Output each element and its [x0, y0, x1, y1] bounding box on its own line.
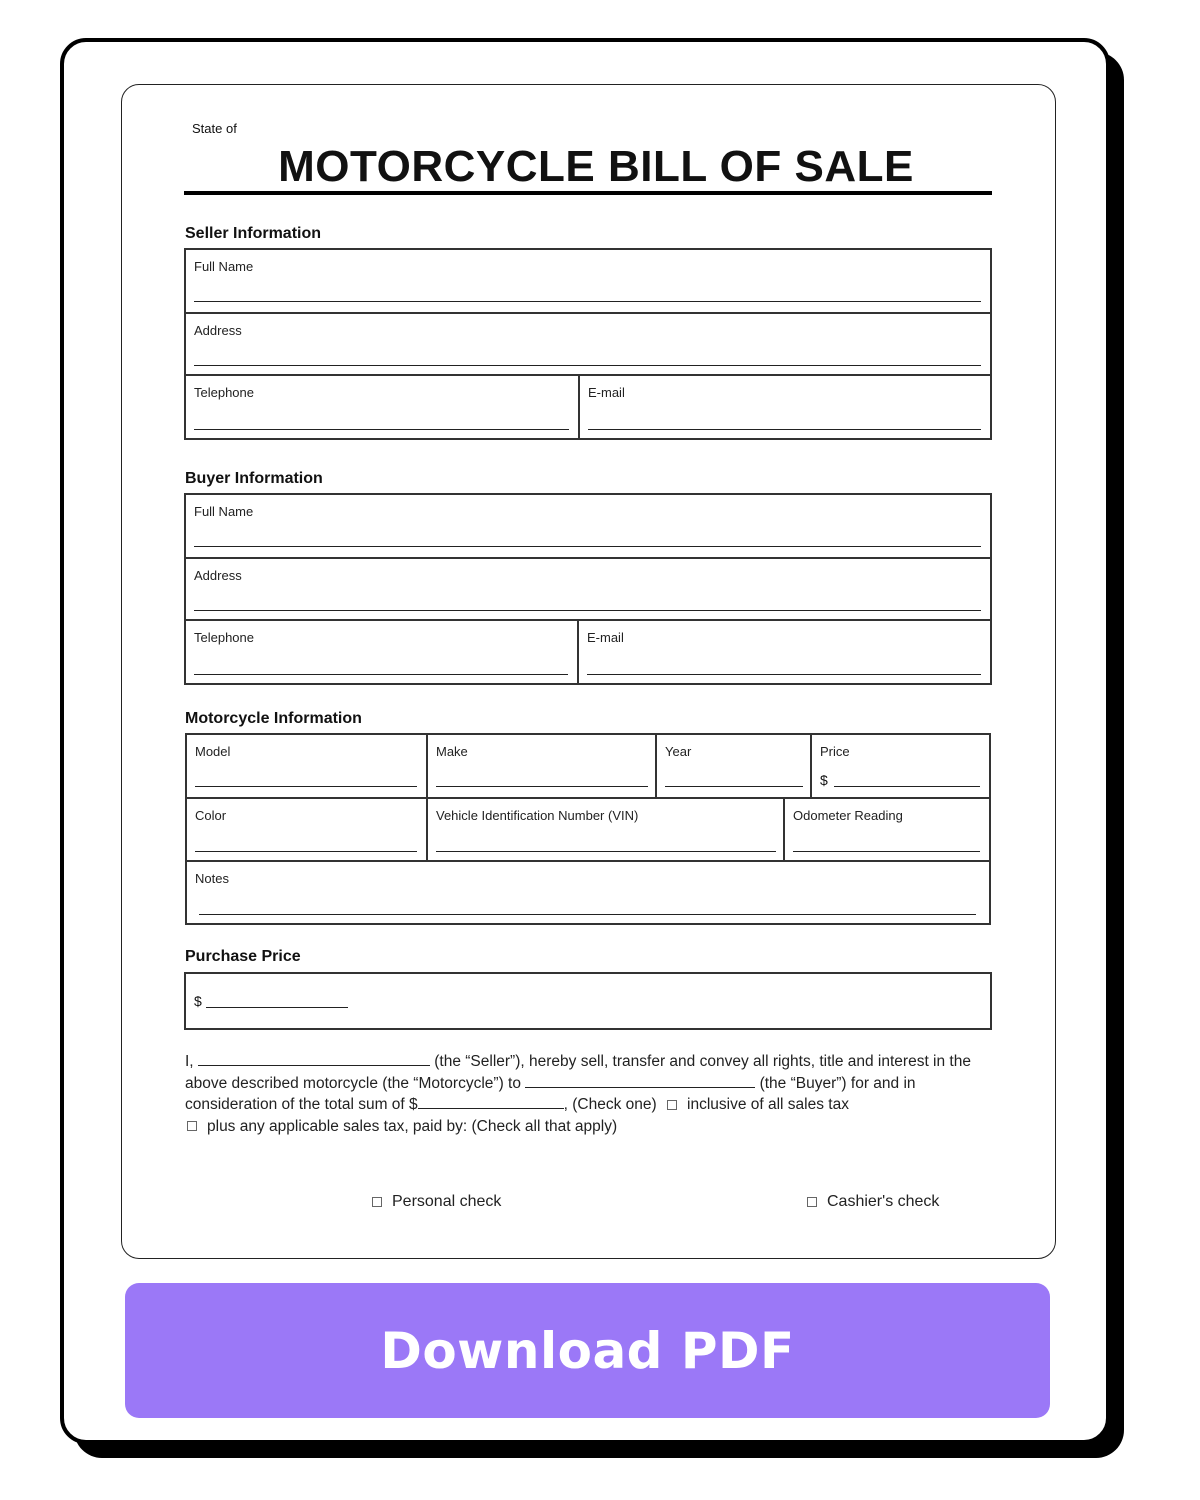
seller-box [184, 248, 992, 440]
seller-email-label: E-mail [588, 385, 625, 400]
year-cell [655, 735, 812, 797]
agreement-text: I, (the “Seller”), hereby sell, transfer and convey all rights, title and interest in the above described motorcycle (the “Motorcycle”) to (the “Buyer”) for and in consideration of the total sum of $ , (Check one) inclusive of all sales tax plus any applicable sales tax, paid by: (Check all that apply) [185, 1053, 971, 1135]
seller-email-cell [578, 376, 990, 440]
color-cell [187, 799, 426, 862]
buyer-full-name-row [186, 495, 990, 557]
odometer-cell [783, 799, 989, 862]
motorcycle-row-2 [187, 797, 989, 862]
make-cell [426, 735, 657, 797]
purchase-price-heading: Purchase Price [185, 948, 301, 965]
notes-row [187, 860, 989, 925]
personal-check-checkbox[interactable] [372, 1197, 382, 1207]
odometer-label: Odometer Reading [793, 808, 903, 823]
purchase-price-line[interactable] [206, 1007, 348, 1008]
cashiers-check-option[interactable]: Cashier's check [801, 1193, 939, 1211]
cashiers-check-checkbox[interactable] [807, 1197, 817, 1207]
buyer-contact-row [186, 619, 990, 685]
motorcycle-row-1 [187, 735, 989, 797]
seller-name-blank[interactable] [198, 1051, 430, 1066]
buyer-name-blank[interactable] [525, 1073, 755, 1088]
model-label: Model [195, 744, 231, 759]
total-sum-blank[interactable] [418, 1094, 564, 1109]
buyer-box [184, 493, 992, 685]
buyer-address-row [186, 557, 990, 621]
vin-line[interactable] [436, 851, 776, 852]
seller-contact-row [186, 374, 990, 440]
price-dollar-sign: $ [820, 772, 828, 788]
make-line[interactable] [436, 786, 648, 787]
document-title: MOTORCYCLE BILL OF SALE [184, 143, 992, 195]
notes-label: Notes [195, 871, 229, 886]
buyer-full-name-label: Full Name [194, 504, 254, 519]
seller-address-label: Address [194, 323, 242, 338]
buyer-email-label: E-mail [587, 630, 624, 645]
plus-tax-checkbox[interactable] [187, 1121, 197, 1131]
buyer-telephone-label: Telephone [194, 630, 254, 645]
odometer-line[interactable] [793, 851, 980, 852]
personal-check-option[interactable]: Personal check [366, 1193, 501, 1211]
buyer-email-cell [577, 621, 990, 685]
purchase-dollar-sign: $ [194, 993, 202, 1009]
buyer-heading: Buyer Information [185, 470, 323, 487]
price-cell [810, 735, 989, 797]
seller-heading: Seller Information [185, 225, 322, 242]
make-label: Make [436, 744, 468, 759]
motorcycle-box [185, 733, 991, 925]
seller-address-line[interactable] [194, 365, 981, 366]
year-line[interactable] [665, 786, 803, 787]
price-line[interactable] [834, 786, 980, 787]
seller-telephone-cell [186, 376, 578, 440]
vin-cell [426, 799, 785, 862]
buyer-address-line[interactable] [194, 610, 981, 611]
seller-email-line[interactable] [588, 429, 981, 430]
buyer-full-name-line[interactable] [194, 546, 981, 547]
buyer-email-line[interactable] [587, 674, 981, 675]
motorcycle-heading: Motorcycle Information [185, 710, 362, 727]
model-line[interactable] [195, 786, 417, 787]
color-label: Color [195, 808, 227, 823]
buyer-telephone-cell [186, 621, 577, 685]
inclusive-tax-checkbox[interactable] [667, 1100, 677, 1110]
model-cell [187, 735, 426, 797]
seller-full-name-line[interactable] [194, 301, 981, 302]
seller-full-name-row [186, 250, 990, 312]
seller-telephone-label: Telephone [194, 385, 254, 400]
bill-of-sale-document [121, 84, 1056, 1259]
download-pdf-label: Download PDF [380, 1321, 795, 1380]
state-of-label: State of [192, 121, 237, 136]
buyer-address-label: Address [194, 568, 242, 583]
vin-label: Vehicle Identification Number (VIN) [436, 808, 639, 823]
download-pdf-button[interactable] [125, 1283, 1050, 1418]
purchase-price-box [184, 972, 992, 1030]
year-label: Year [665, 744, 692, 759]
price-label: Price [820, 744, 850, 759]
buyer-telephone-line[interactable] [194, 674, 568, 675]
seller-full-name-label: Full Name [194, 259, 254, 274]
notes-line[interactable] [199, 914, 976, 915]
seller-telephone-line[interactable] [194, 429, 569, 430]
seller-address-row [186, 312, 990, 376]
color-line[interactable] [195, 851, 417, 852]
